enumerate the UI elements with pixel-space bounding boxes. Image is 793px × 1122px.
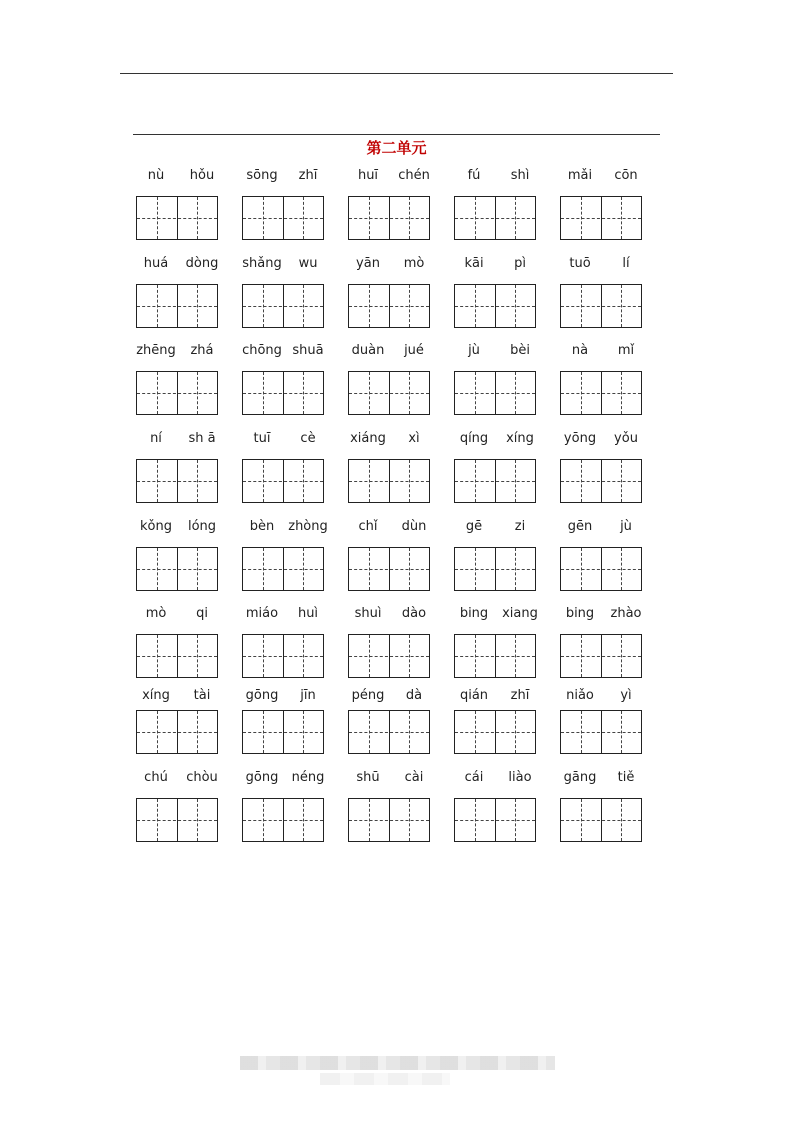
pinyin-label bbox=[136, 431, 218, 449]
writing-box[interactable] bbox=[454, 459, 536, 503]
pinyin-syllable: kǒng bbox=[140, 519, 172, 534]
pinyin-syllable: ní bbox=[150, 431, 162, 446]
box-guide-horizontal bbox=[243, 732, 323, 733]
pinyin-syllable: mò bbox=[145, 606, 167, 621]
box-guide-horizontal bbox=[137, 820, 217, 821]
writing-box[interactable] bbox=[242, 459, 324, 503]
pinyin-syllable: liào bbox=[508, 770, 532, 785]
writing-box[interactable] bbox=[348, 710, 430, 754]
writing-box[interactable] bbox=[136, 634, 218, 678]
writing-box[interactable] bbox=[242, 634, 324, 678]
pinyin-label bbox=[348, 519, 430, 537]
box-guide-horizontal bbox=[349, 656, 429, 657]
box-guide-horizontal bbox=[561, 656, 641, 657]
box-guide-horizontal bbox=[455, 656, 535, 657]
writing-box[interactable] bbox=[560, 459, 642, 503]
box-guide-horizontal bbox=[243, 393, 323, 394]
pinyin-syllable: zhī bbox=[510, 688, 530, 703]
writing-box[interactable] bbox=[348, 284, 430, 328]
pinyin-syllable: jué bbox=[404, 343, 424, 358]
pinyin-syllable: jīn bbox=[300, 688, 316, 703]
writing-box[interactable] bbox=[560, 284, 642, 328]
pinyin-syllable: qíng bbox=[459, 431, 489, 446]
box-guide-horizontal bbox=[455, 569, 535, 570]
pinyin-syllable: cōn bbox=[614, 168, 638, 183]
pinyin-label bbox=[560, 431, 642, 449]
pinyin-syllable: chǐ bbox=[358, 519, 378, 534]
pinyin-syllable: hǒu bbox=[189, 168, 215, 183]
writing-box[interactable] bbox=[242, 710, 324, 754]
box-guide-horizontal bbox=[561, 820, 641, 821]
box-guide-horizontal bbox=[349, 218, 429, 219]
pinyin-label bbox=[136, 688, 218, 706]
pinyin-label bbox=[242, 343, 324, 361]
pinyin-label bbox=[242, 519, 328, 537]
pinyin-syllable: bèn bbox=[249, 519, 275, 534]
pinyin-label bbox=[560, 606, 642, 624]
pinyin-syllable: mǎi bbox=[567, 168, 593, 183]
pinyin-label bbox=[136, 770, 218, 788]
pinyin-label bbox=[454, 343, 536, 361]
unit-title: 第二单元 bbox=[366, 139, 427, 157]
writing-box[interactable] bbox=[454, 634, 536, 678]
writing-box[interactable] bbox=[454, 196, 536, 240]
writing-box[interactable] bbox=[242, 547, 324, 591]
pinyin-label bbox=[560, 343, 642, 361]
pinyin-syllable: miáo bbox=[245, 606, 279, 621]
pinyin-syllable: shuā bbox=[292, 343, 324, 358]
box-guide-horizontal bbox=[243, 656, 323, 657]
pinyin-syllable: zhēng bbox=[136, 343, 176, 358]
pinyin-syllable: kāi bbox=[464, 256, 484, 271]
box-guide-horizontal bbox=[349, 820, 429, 821]
writing-box[interactable] bbox=[136, 547, 218, 591]
pinyin-label bbox=[560, 770, 642, 788]
pinyin-syllable: huì bbox=[297, 606, 319, 621]
pinyin-syllable: chōng bbox=[242, 343, 282, 358]
box-guide-horizontal bbox=[137, 481, 217, 482]
pinyin-label bbox=[136, 519, 218, 537]
pinyin-syllable: qi bbox=[196, 606, 208, 621]
pinyin-label bbox=[348, 606, 430, 624]
box-guide-horizontal bbox=[561, 306, 641, 307]
pinyin-syllable: zhī bbox=[298, 168, 318, 183]
pinyin-syllable: wu bbox=[298, 256, 318, 271]
pinyin-syllable: tuō bbox=[569, 256, 591, 271]
writing-box[interactable] bbox=[560, 710, 642, 754]
box-guide-horizontal bbox=[243, 218, 323, 219]
pinyin-syllable: duàn bbox=[351, 343, 385, 358]
pinyin-syllable: mò bbox=[403, 256, 425, 271]
box-guide-horizontal bbox=[137, 656, 217, 657]
pinyin-syllable: tiě bbox=[617, 770, 635, 785]
pinyin-syllable: shū bbox=[356, 770, 380, 785]
pinyin-label bbox=[242, 431, 324, 449]
pinyin-syllable: lóng bbox=[187, 519, 217, 534]
pinyin-label bbox=[348, 343, 430, 361]
pinyin-syllable: xiang bbox=[502, 606, 538, 621]
pinyin-syllable: zhào bbox=[610, 606, 642, 621]
writing-box[interactable] bbox=[348, 547, 430, 591]
writing-box[interactable] bbox=[560, 196, 642, 240]
pinyin-syllable: yōng bbox=[563, 431, 597, 446]
pinyin-syllable: nù bbox=[147, 168, 165, 183]
pinyin-syllable: zhá bbox=[190, 343, 214, 358]
pinyin-syllable: yǒu bbox=[614, 431, 638, 446]
pinyin-syllable: dùn bbox=[401, 519, 427, 534]
pinyin-label bbox=[348, 770, 430, 788]
pinyin-syllable: cài bbox=[404, 770, 424, 785]
writing-box[interactable] bbox=[348, 798, 430, 842]
pinyin-syllable: sh ā bbox=[188, 431, 216, 446]
pinyin-syllable: chú bbox=[144, 770, 168, 785]
pinyin-label bbox=[242, 688, 324, 706]
writing-box[interactable] bbox=[454, 284, 536, 328]
box-guide-horizontal bbox=[243, 306, 323, 307]
pinyin-syllable: gēn bbox=[567, 519, 593, 534]
pinyin-syllable: fú bbox=[467, 168, 481, 183]
pinyin-label bbox=[242, 256, 324, 274]
writing-box[interactable] bbox=[242, 798, 324, 842]
pinyin-syllable: chén bbox=[398, 168, 430, 183]
pinyin-label bbox=[454, 688, 536, 706]
writing-box[interactable] bbox=[242, 284, 324, 328]
box-guide-horizontal bbox=[349, 481, 429, 482]
box-guide-horizontal bbox=[349, 306, 429, 307]
box-guide-horizontal bbox=[455, 218, 535, 219]
pinyin-syllable: dòng bbox=[185, 256, 219, 271]
pinyin-syllable: tài bbox=[193, 688, 211, 703]
pinyin-syllable: pì bbox=[514, 256, 526, 271]
writing-box[interactable] bbox=[348, 459, 430, 503]
writing-box[interactable] bbox=[348, 196, 430, 240]
pinyin-syllable: gōng bbox=[245, 688, 279, 703]
pinyin-label bbox=[136, 168, 218, 186]
pinyin-label bbox=[454, 770, 536, 788]
box-guide-horizontal bbox=[561, 393, 641, 394]
box-guide-horizontal bbox=[349, 569, 429, 570]
pinyin-syllable: lí bbox=[622, 256, 630, 271]
pinyin-syllable: cái bbox=[464, 770, 484, 785]
pinyin-syllable: niǎo bbox=[566, 688, 594, 703]
pinyin-syllable: sōng bbox=[246, 168, 278, 183]
pinyin-syllable: tuī bbox=[253, 431, 271, 446]
pinyin-label bbox=[348, 168, 430, 186]
pinyin-label bbox=[242, 168, 324, 186]
box-guide-horizontal bbox=[243, 569, 323, 570]
pinyin-syllable: xíng bbox=[506, 431, 534, 446]
writing-box[interactable] bbox=[348, 634, 430, 678]
box-guide-horizontal bbox=[561, 569, 641, 570]
pinyin-label bbox=[454, 168, 536, 186]
box-guide-horizontal bbox=[455, 820, 535, 821]
pinyin-label bbox=[136, 606, 218, 624]
pinyin-syllable: gōng bbox=[245, 770, 279, 785]
pinyin-syllable: gē bbox=[465, 519, 483, 534]
pinyin-label bbox=[136, 256, 218, 274]
pinyin-label bbox=[560, 168, 642, 186]
box-guide-horizontal bbox=[349, 732, 429, 733]
pinyin-syllable: nà bbox=[571, 343, 589, 358]
pinyin-label bbox=[242, 606, 324, 624]
pinyin-syllable: dào bbox=[401, 606, 427, 621]
pinyin-label bbox=[454, 431, 536, 449]
writing-box[interactable] bbox=[136, 798, 218, 842]
writing-box[interactable] bbox=[136, 459, 218, 503]
blurred-footer-sub bbox=[320, 1073, 450, 1085]
box-guide-horizontal bbox=[137, 569, 217, 570]
pinyin-syllable: huá bbox=[143, 256, 169, 271]
pinyin-syllable: néng bbox=[291, 770, 325, 785]
box-guide-horizontal bbox=[455, 732, 535, 733]
box-guide-horizontal bbox=[243, 820, 323, 821]
pinyin-syllable: dà bbox=[405, 688, 423, 703]
writing-box[interactable] bbox=[242, 371, 324, 415]
writing-box[interactable] bbox=[454, 710, 536, 754]
writing-box[interactable] bbox=[136, 710, 218, 754]
pinyin-label bbox=[560, 256, 642, 274]
pinyin-syllable: xíng bbox=[142, 688, 170, 703]
blurred-footer bbox=[240, 1056, 555, 1070]
pinyin-label bbox=[560, 519, 642, 537]
pinyin-syllable: bing bbox=[565, 606, 595, 621]
pinyin-syllable: gāng bbox=[563, 770, 597, 785]
pinyin-syllable: jù bbox=[620, 519, 632, 534]
pinyin-syllable: péng bbox=[351, 688, 385, 703]
writing-box[interactable] bbox=[136, 371, 218, 415]
pinyin-label bbox=[348, 431, 430, 449]
pinyin-syllable: huī bbox=[357, 168, 379, 183]
writing-box[interactable] bbox=[560, 798, 642, 842]
pinyin-label bbox=[136, 343, 218, 361]
box-guide-horizontal bbox=[137, 306, 217, 307]
box-guide-horizontal bbox=[137, 732, 217, 733]
pinyin-syllable: jù bbox=[468, 343, 480, 358]
writing-box[interactable] bbox=[454, 371, 536, 415]
pinyin-label bbox=[348, 688, 430, 706]
pinyin-syllable: cè bbox=[300, 431, 316, 446]
pinyin-syllable: yì bbox=[620, 688, 632, 703]
writing-box[interactable] bbox=[136, 196, 218, 240]
pinyin-label bbox=[242, 770, 324, 788]
pinyin-syllable: qián bbox=[459, 688, 489, 703]
pinyin-label bbox=[454, 606, 536, 624]
pinyin-syllable: xiáng bbox=[350, 431, 386, 446]
writing-box[interactable] bbox=[454, 547, 536, 591]
box-guide-horizontal bbox=[561, 218, 641, 219]
box-guide-horizontal bbox=[561, 481, 641, 482]
pinyin-label bbox=[454, 519, 536, 537]
writing-box[interactable] bbox=[560, 371, 642, 415]
pinyin-syllable: xì bbox=[408, 431, 420, 446]
writing-box[interactable] bbox=[242, 196, 324, 240]
writing-box[interactable] bbox=[560, 547, 642, 591]
pinyin-syllable: bing bbox=[459, 606, 489, 621]
pinyin-syllable: zhòng bbox=[288, 519, 328, 534]
pinyin-syllable: shì bbox=[510, 168, 530, 183]
pinyin-syllable: chòu bbox=[186, 770, 218, 785]
pinyin-syllable: zi bbox=[514, 519, 526, 534]
box-guide-horizontal bbox=[137, 393, 217, 394]
writing-box[interactable] bbox=[348, 371, 430, 415]
box-guide-horizontal bbox=[137, 218, 217, 219]
box-guide-horizontal bbox=[243, 481, 323, 482]
writing-box[interactable] bbox=[560, 634, 642, 678]
writing-box[interactable] bbox=[454, 798, 536, 842]
box-guide-horizontal bbox=[455, 393, 535, 394]
box-guide-horizontal bbox=[455, 481, 535, 482]
box-guide-horizontal bbox=[455, 306, 535, 307]
pinyin-syllable: shuì bbox=[354, 606, 382, 621]
pinyin-label bbox=[454, 256, 536, 274]
pinyin-syllable: mǐ bbox=[617, 343, 635, 358]
pinyin-syllable: shǎng bbox=[242, 256, 282, 271]
pinyin-label bbox=[348, 256, 430, 274]
pinyin-syllable: yān bbox=[356, 256, 380, 271]
writing-box[interactable] bbox=[136, 284, 218, 328]
box-guide-horizontal bbox=[561, 732, 641, 733]
box-guide-horizontal bbox=[349, 393, 429, 394]
pinyin-syllable: bèi bbox=[510, 343, 530, 358]
pinyin-label bbox=[560, 688, 642, 706]
